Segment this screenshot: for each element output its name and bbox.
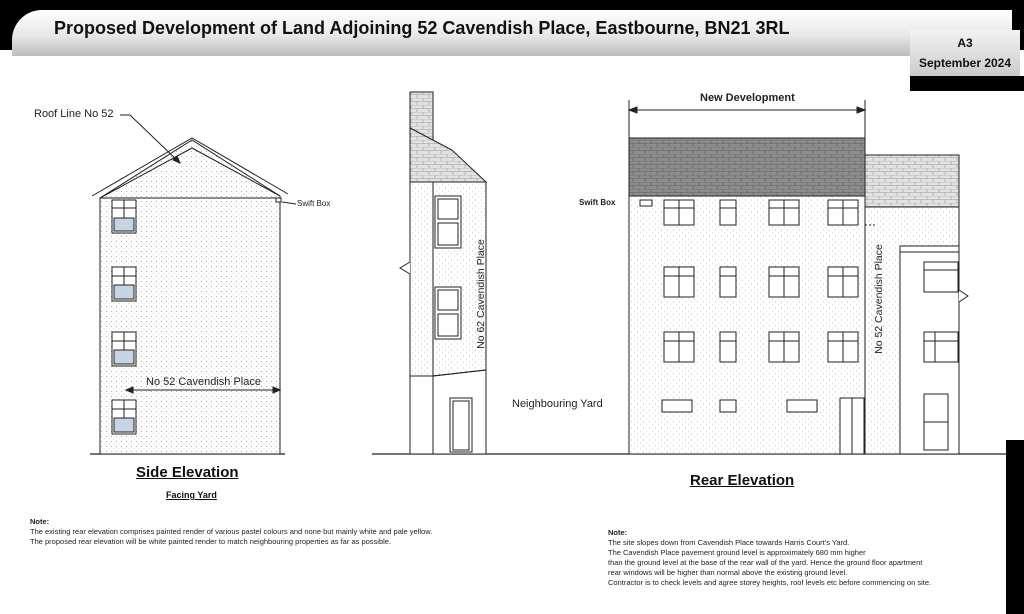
swift-box-label-side: Swift Box [297,199,331,208]
notes-right-line: than the ground level at the base of the rear wall of the yard. Hence the ground floor apartment [608,558,923,567]
neighbouring-yard-label: Neighbouring Yard [512,398,603,410]
swift-box-label-rear: Swift Box [579,198,616,207]
rear-elevation-title: Rear Elevation [690,472,795,489]
notes-left-line: The existing rear elevation comprises painted render of various pastel colours and none but mainly white and pale yellow. [30,527,433,536]
sheet-size: A3 [957,36,973,50]
notes-right-line: Contractor is to check levels and agree storey heights, roof levels etc before commencing on site. [608,578,932,587]
new-development-label: New Development [700,92,795,104]
notes-left-heading: Note: [30,517,50,526]
notes-right-heading: Note: [608,528,628,537]
drawing-date: September 2024 [918,56,1012,70]
no52-width-label: No 52 Cavendish Place [146,376,261,388]
notes-right-line: The site slopes down from Cavendish Place towards Harris Court's Yard. [608,538,850,547]
notes-left-line: The proposed rear elevation will be white painted render to match neighbouring properties as far as possible. [30,537,392,546]
side-elevation-title: Side Elevation [136,464,239,481]
notes-right-line: rear windows will be higher than normal above the existing ground level. [608,568,848,577]
no62-label: No 62 Cavendish Place [475,239,487,349]
no52-rear-label: No 52 Cavendish Place [873,244,885,354]
notes-right-line: The Cavendish Place pavement ground level is approximately 680 mm higher [608,548,866,557]
notes-right [608,528,1008,588]
notes-left [30,517,590,547]
drawing-title: Proposed Development of Land Adjoining 52 Cavendish Place, Eastbourne, BN21 3RL [54,18,790,38]
roof-line-label: Roof Line No 52 [34,108,114,120]
side-elevation-subtitle: Facing Yard [166,490,217,500]
